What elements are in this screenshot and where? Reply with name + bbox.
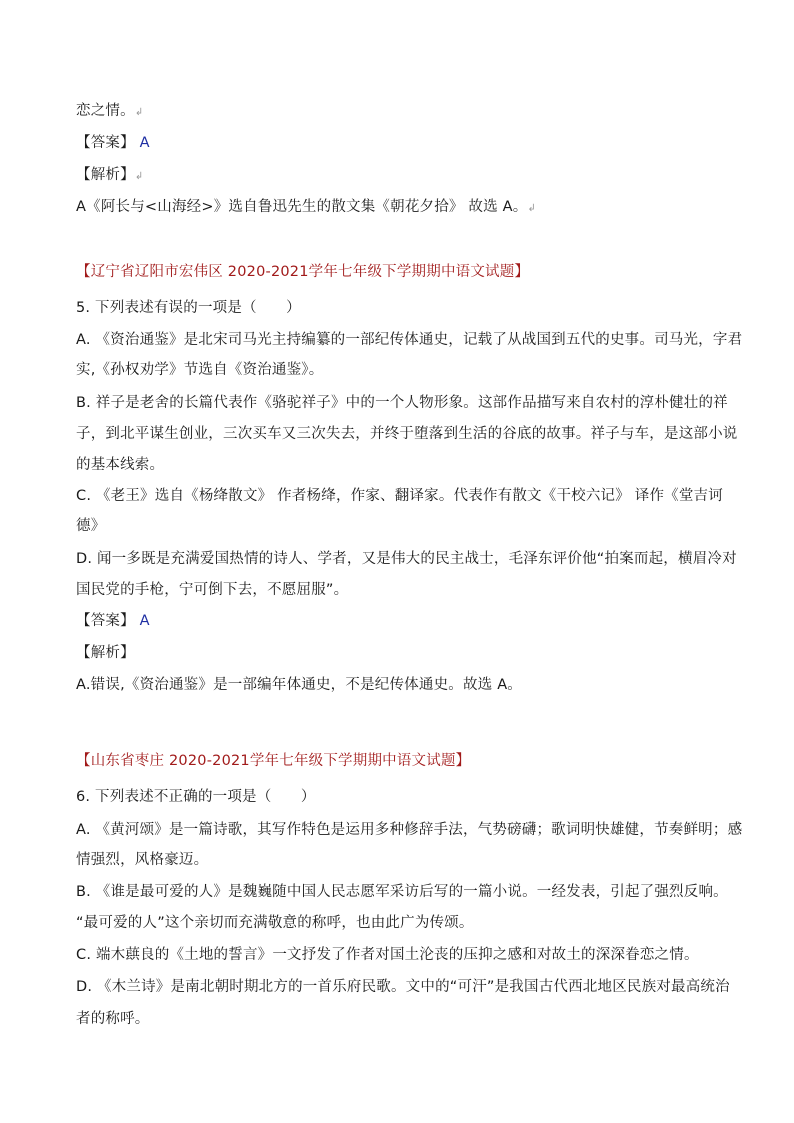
q5-option-b-line-1: B. 祥子是老舍的长篇代表作《骆驼祥子》中的一个人物形象。这部作品描写来自农村的淳朴健壮的祥 — [76, 395, 728, 411]
answer-value: A — [139, 613, 150, 629]
answer-value: A — [139, 135, 150, 151]
analysis-label-5: 【解析】 — [76, 645, 135, 661]
q5-option-d-line-1: D. 闻一多既是充满爱国热情的诗人、学者，又是伟大的民主战士，毛泽东评价他“拍案而起，横眉冷对 — [76, 551, 737, 567]
q5-option-b-line-3: 的基本线索。 — [76, 457, 165, 473]
q5-option-a-line-1: A. 《资治通鉴》是北宋司马光主持编纂的一部纪传体通史，记载了从战国到五代的史事。司马光，字君 — [76, 332, 743, 348]
q6-option-b-line-1: B. 《谁是最可爱的人》是魏巍随中国人民志愿军采访后写的一篇小说。一经发表，引起了强烈反响。 — [76, 884, 728, 900]
analysis-label-1: 【解析】↲ — [76, 167, 144, 183]
q6-option-b-line-2: “最可爱的人”这个亲切而充满敬意的称呼，也由此广为传颂。 — [76, 915, 474, 931]
q6-option-c-line-1: C. 端木蕻良的《土地的誓言》一文抒发了作者对国土沦丧的压抑之感和对故土的深深眷恋之情。 — [76, 947, 699, 963]
answer-line-1 — [76, 133, 150, 153]
question-source-6: 【山东省枣庄 2020-2021学年七年级下学期期中语文试题】 — [76, 753, 471, 769]
answer-label: 【答案】 — [76, 135, 135, 151]
q5-option-a-line-2: 实,《孙权劝学》节选自《资治通鉴》。 — [76, 362, 324, 378]
previous-question-tail: 恋之情。↲ — [76, 103, 144, 119]
answer-label: 【答案】 — [76, 613, 135, 629]
question-stem-6: 6. 下列表述不正确的一项是（ ） — [76, 789, 316, 805]
analysis-text-5: A.错误,《资治通鉴》是一部编年体通史，不是纪传体通史。故选 A。 — [76, 677, 523, 693]
q6-option-a-line-2: 情强烈，风格豪迈。 — [76, 852, 209, 868]
answer-line-5 — [76, 611, 150, 631]
q5-option-c-line-2: 德》 — [76, 518, 106, 534]
question-stem-5: 5. 下列表述有误的一项是（ ） — [76, 300, 301, 316]
q6-option-a-line-1: A. 《黄河颂》是一篇诗歌，其写作特色是运用多种修辞手法，气势磅礴；歌词明快雄健，节奏鲜明；感 — [76, 822, 743, 838]
q6-option-d-line-1: D. 《木兰诗》是南北朝时期北方的一首乐府民歌。文中的“可汗”是我国古代西北地区民族对最高统治 — [76, 979, 730, 995]
question-source-5: 【辽宁省辽阳市宏伟区 2020-2021学年七年级下学期期中语文试题】 — [76, 264, 530, 280]
q5-option-b-line-2: 子，到北平谋生创业，三次买车又三次失去，并终于堕落到生活的谷底的故事。祥子与车，是这部小说 — [76, 426, 738, 442]
q6-option-d-line-2: 者的称呼。 — [76, 1011, 150, 1027]
q5-option-c-line-1: C. 《老王》选自《杨绛散文》 作者杨绛，作家、翻译家。代表作有散文《干校六记》 译作《堂吉诃 — [76, 488, 723, 504]
q5-option-d-line-2: 国民党的手枪，宁可倒下去，不愿屈服”。 — [76, 582, 349, 598]
analysis-text-1: A《阿长与<山海经>》选自鲁迅先生的散文集《朝花夕拾》 故选 A。↲ — [76, 199, 537, 215]
